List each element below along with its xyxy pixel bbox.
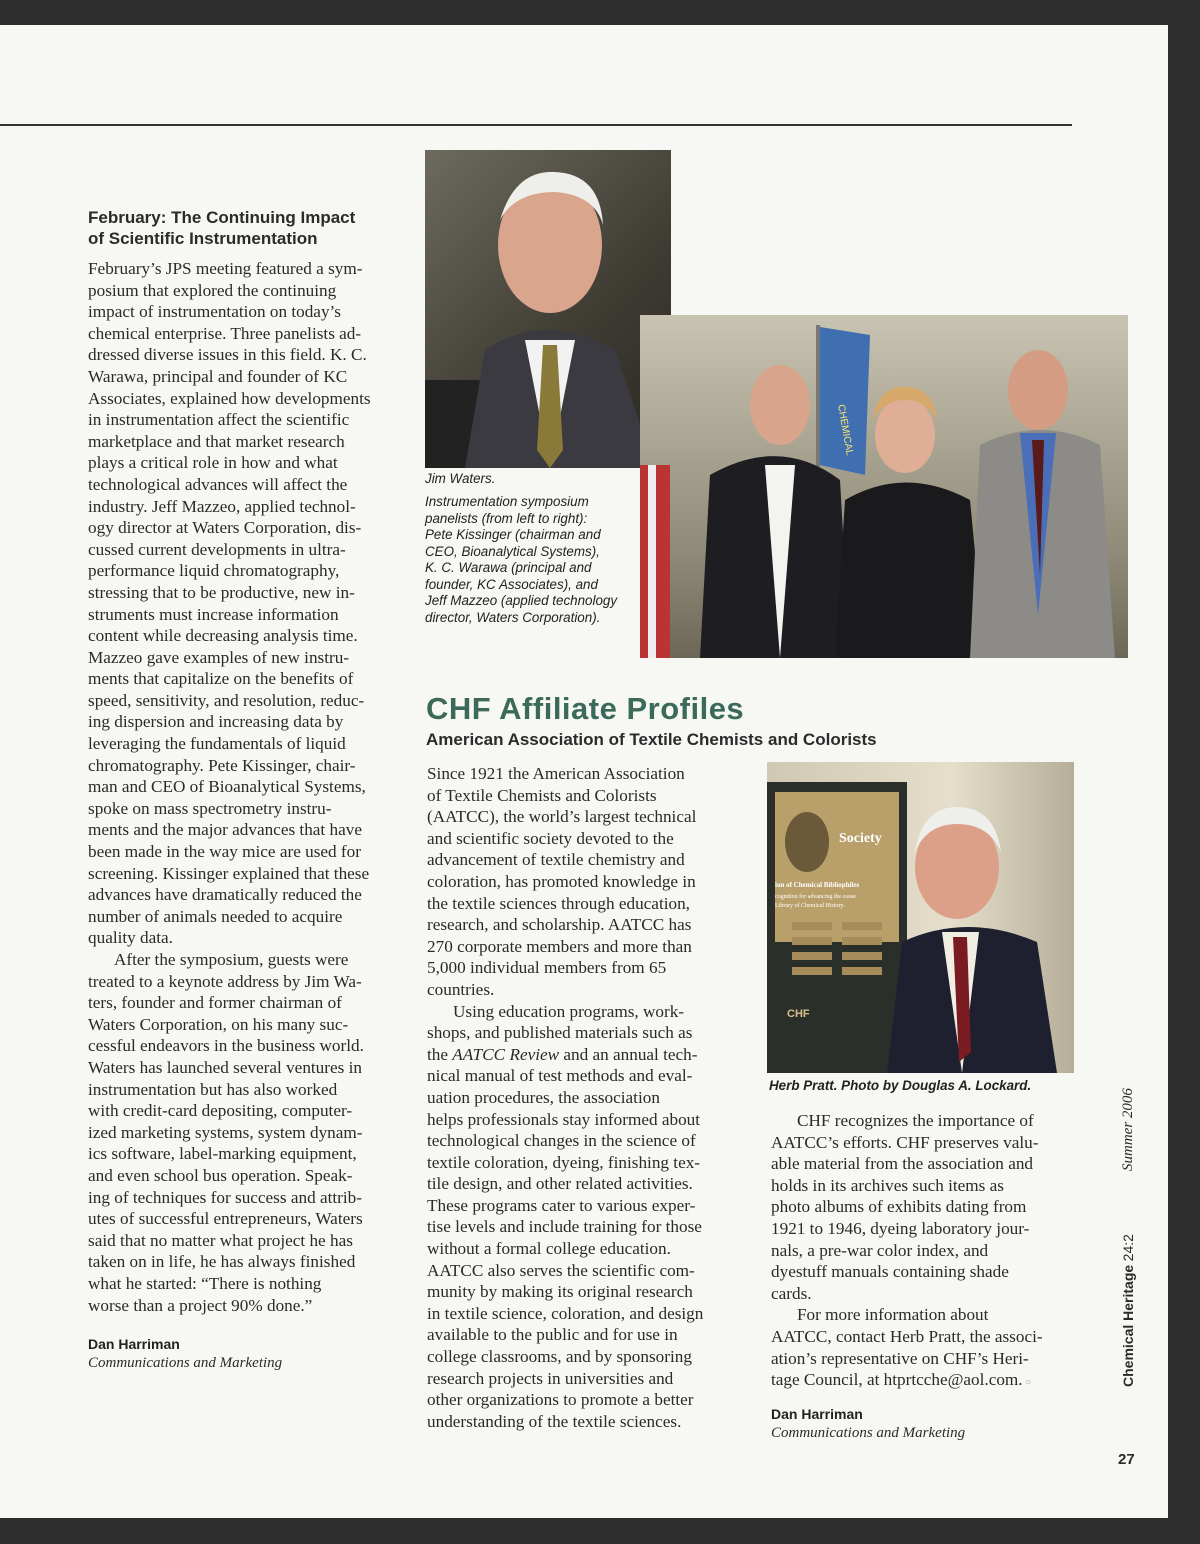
issue-season: Summer 2006 (1120, 1088, 1136, 1171)
text-line: instrumentation but has also worked (88, 1079, 338, 1099)
text-line: shops, and published materials such as (427, 1023, 693, 1043)
text-line: cards. (771, 1283, 812, 1303)
text-line (427, 1044, 703, 1066)
text-line: countries. (427, 979, 495, 999)
text-line: Since 1921 the American Association (427, 764, 685, 783)
text-line: chromatography. Pete Kissinger, chair- (88, 755, 356, 775)
herb-pratt-illustration (767, 762, 1074, 1073)
text-line: in textile science, coloration, and design (427, 1303, 704, 1323)
text-line: technological changes in the science of (427, 1131, 696, 1151)
text-line: speed, sensitivity, and resolution, reduc- (88, 690, 365, 710)
text-line: leveraging the fundamentals of liquid (88, 734, 346, 754)
right-byline (771, 1405, 965, 1443)
text-line: of Textile Chemists and Colorists (427, 785, 657, 805)
plaque-line: ion of Chemical Bibliophiles (775, 881, 860, 889)
text-line: ics software, label-marking equipment, (88, 1144, 357, 1164)
text-line: cussed current developments in ultra- (88, 539, 346, 559)
portrait-illustration (425, 150, 671, 468)
text-line: with credit-card depositing, computer- (88, 1101, 353, 1121)
plaque-title: Society (839, 831, 882, 846)
text-line: quality data. (88, 928, 173, 948)
text-line: CEO, Bioanalytical Systems), (425, 543, 600, 559)
text-line: photo albums of exhibits dating from (771, 1197, 1027, 1217)
text-line: and even school bus operation. Speak- (88, 1165, 353, 1185)
running-footer-magazine (1120, 1234, 1138, 1387)
page-number: 27 (1118, 1451, 1135, 1468)
panelists-illustration (640, 315, 1128, 658)
issue-number: 24:2 (1120, 1234, 1136, 1262)
left-byline (88, 1335, 282, 1373)
text-line: 270 corporate members and more than (427, 936, 692, 956)
text-line: nals, a pre-war color index, and (771, 1240, 989, 1260)
text-line: tage Council, at htprtcche@aol.com. ○ (771, 1370, 1032, 1390)
text-line: Using education programs, work- (453, 1001, 685, 1021)
text-line: 1921 to 1946, dyeing laboratory jour- (771, 1218, 1030, 1238)
text-line: said that no matter what project he has (88, 1230, 353, 1250)
magazine-name: Chemical Heritage (1120, 1264, 1136, 1387)
text-line: screening. Kissinger explained that these (88, 863, 370, 883)
text-line: plays a critical role in how and what (88, 453, 338, 473)
text-line: spoke on mass spectrometry instru- (88, 798, 332, 818)
text-line: ogy director at Waters Corporation, dis- (88, 518, 362, 538)
text-fragment: and an annual tech- (559, 1044, 698, 1064)
text-line: textile coloration, dyeing, finishing tex- (427, 1152, 701, 1172)
text-line: ing dispersion and increasing data by (88, 712, 344, 732)
text-line: chemical enterprise. Three panelists ad- (88, 323, 362, 343)
text-line: the textile sciences through education, (427, 893, 690, 913)
text-line: taken on in life, he has always finished (88, 1252, 356, 1272)
article-heading (88, 207, 355, 249)
text-line: AATCC, contact Herb Pratt, the associ- (771, 1326, 1043, 1346)
text-line: marketplace and that market research (88, 431, 345, 451)
photo-herb-pratt (767, 762, 1074, 1073)
left-article-body (88, 258, 371, 1316)
text-line: advancement of textile chemistry and (427, 850, 685, 870)
text-line: number of animals needed to acquire (88, 906, 343, 926)
text-line: K. C. Warawa (principal and (425, 560, 592, 575)
text-line: director, Waters Corporation). (425, 609, 601, 625)
text-line: in instrumentation affect the scientific (88, 410, 350, 430)
text-line: what he started: “There is nothing (88, 1273, 322, 1293)
text-line: posium that explored the continuing (88, 280, 337, 300)
plaque-line: Library of Chemical History. (775, 903, 845, 909)
text-line: tile design, and other related activities. (427, 1174, 693, 1194)
text-line: Warawa, principal and founder of KC (88, 366, 348, 386)
affiliate-body-middle (427, 763, 703, 1432)
text-line: helps professionals stay informed about (427, 1109, 701, 1129)
text-line: research projects in universities and (427, 1368, 674, 1388)
caption-herb-pratt: Herb Pratt. Photo by Douglas A. Lockard. (769, 1078, 1032, 1093)
text-line: cessful endeavors in the business world. (88, 1036, 364, 1056)
text-line: research, and scholarship. AATCC has (427, 915, 692, 935)
text-line: nical manual of test methods and eval- (427, 1066, 693, 1086)
text-line: Jeff Mazzeo (applied technology (425, 593, 618, 608)
text-line: man and CEO of Bioanalytical Systems, (88, 777, 366, 797)
chf-logo: CHF (787, 1008, 810, 1020)
text-line: industry. Jeff Mazzeo, applied technol- (88, 496, 356, 516)
magazine-page (0, 25, 1168, 1518)
text-line: ation’s representative on CHF’s Heri- (771, 1348, 1029, 1368)
text-line: advances have dramatically reduced the (88, 885, 362, 905)
text-line: dyestuff manuals containing shade (771, 1262, 1009, 1282)
text-line: stressing that to be productive, new in- (88, 582, 355, 602)
text-line: performance liquid chromatography, (88, 561, 340, 581)
text-line: utes of successful entrepreneurs, Waters (88, 1209, 363, 1229)
text-line: other organizations to promote a better (427, 1390, 694, 1410)
text-line: technological advances will affect the (88, 474, 348, 494)
text-line: 5,000 individual members from 65 (427, 958, 667, 978)
text-line: college classrooms, and by sponsoring (427, 1347, 692, 1367)
end-mark-icon: ○ (1022, 1377, 1032, 1389)
text-line: After the symposium, guests were (114, 950, 349, 969)
byline-dept: Communications and Marketing (771, 1425, 966, 1441)
text-line: ing of techniques for success and attrib- (88, 1187, 362, 1207)
text-line: CHF recognizes the importance of (797, 1111, 1034, 1130)
text-line: available to the public and for use in (427, 1325, 678, 1345)
text-line: Instrumentation symposium (425, 494, 589, 509)
section-subtitle: American Association of Textile Chemists and Colorists (426, 730, 877, 749)
heading-line: of Scientific Instrumentation (88, 229, 318, 248)
text-line: coloration, has promoted knowledge in (427, 871, 696, 891)
text-line: holds in its archives such items as (771, 1175, 1004, 1195)
heading-line: February: The Continuing Impact (88, 208, 356, 227)
text-line: understanding of the textile sciences. (427, 1411, 682, 1431)
byline-name: Dan Harriman (88, 1336, 180, 1352)
text-line: For more information about (797, 1305, 989, 1325)
photo-panelists (640, 315, 1128, 658)
text-line: dressed diverse issues in this field. K. C. (88, 345, 367, 365)
text-line: able material from the association and (771, 1154, 1034, 1174)
text-line: struments must increase information (88, 604, 339, 624)
text-line: Associates, explained how developments (88, 388, 371, 408)
photo-jim-waters (425, 150, 671, 468)
text-line: and scientific society devoted to the (427, 828, 674, 848)
byline-dept: Communications and Marketing (88, 1355, 283, 1371)
text-line: Pete Kissinger (chairman and (425, 527, 601, 542)
text-fragment: the (427, 1044, 453, 1064)
text-line: uation procedures, the association (427, 1087, 660, 1107)
text-line: without a formal college education. (427, 1239, 671, 1259)
text-line: (AATCC), the world’s largest technical (427, 807, 697, 827)
text-line: panelists (from left to right): (425, 510, 588, 526)
text-line: These programs cater to various exper- (427, 1195, 696, 1215)
text-line: munity by making its original research (427, 1282, 693, 1302)
text-line: ized marketing systems, system dynam- (88, 1122, 363, 1142)
caption-panelists (425, 494, 617, 626)
byline-name: Dan Harriman (771, 1406, 863, 1422)
text-line: AATCC’s efforts. CHF preserves valu- (771, 1132, 1039, 1152)
text-line: ments and the major advances that have (88, 820, 362, 840)
text-line: ments that capitalize on the benefits of (88, 669, 354, 689)
header-rule (0, 124, 1072, 126)
text-line: Waters has launched several ventures in (88, 1057, 362, 1077)
text-line: February’s JPS meeting featured a sym- (88, 259, 363, 278)
text-line: Mazzeo gave examples of new instru- (88, 647, 350, 667)
text-line: content while decreasing analysis time. (88, 626, 358, 646)
publication-title: AATCC Review (452, 1044, 560, 1064)
text-line: treated to a keynote address by Jim Wa- (88, 971, 362, 991)
text-line: ters, founder and former chairman of (88, 993, 342, 1013)
text-line: founder, KC Associates), and (425, 576, 598, 592)
text-line: AATCC also serves the scientific com- (427, 1260, 695, 1280)
flag-text: CHEMICAL (835, 403, 855, 457)
caption-jim-waters: Jim Waters. (425, 471, 496, 486)
text-line: been made in the way mice are used for (88, 842, 361, 862)
affiliate-body-right (771, 1110, 1043, 1391)
text-line: tise levels and include training for those (427, 1217, 702, 1237)
plaque-line: cognition for advancing the cause (775, 894, 856, 900)
text-line: Waters Corporation, on his many suc- (88, 1014, 349, 1034)
text-line: worse than a project 90% done.” (88, 1295, 313, 1315)
text-line: impact of instrumentation on today’s (88, 302, 341, 322)
section-title: CHF Affiliate Profiles (426, 691, 745, 726)
